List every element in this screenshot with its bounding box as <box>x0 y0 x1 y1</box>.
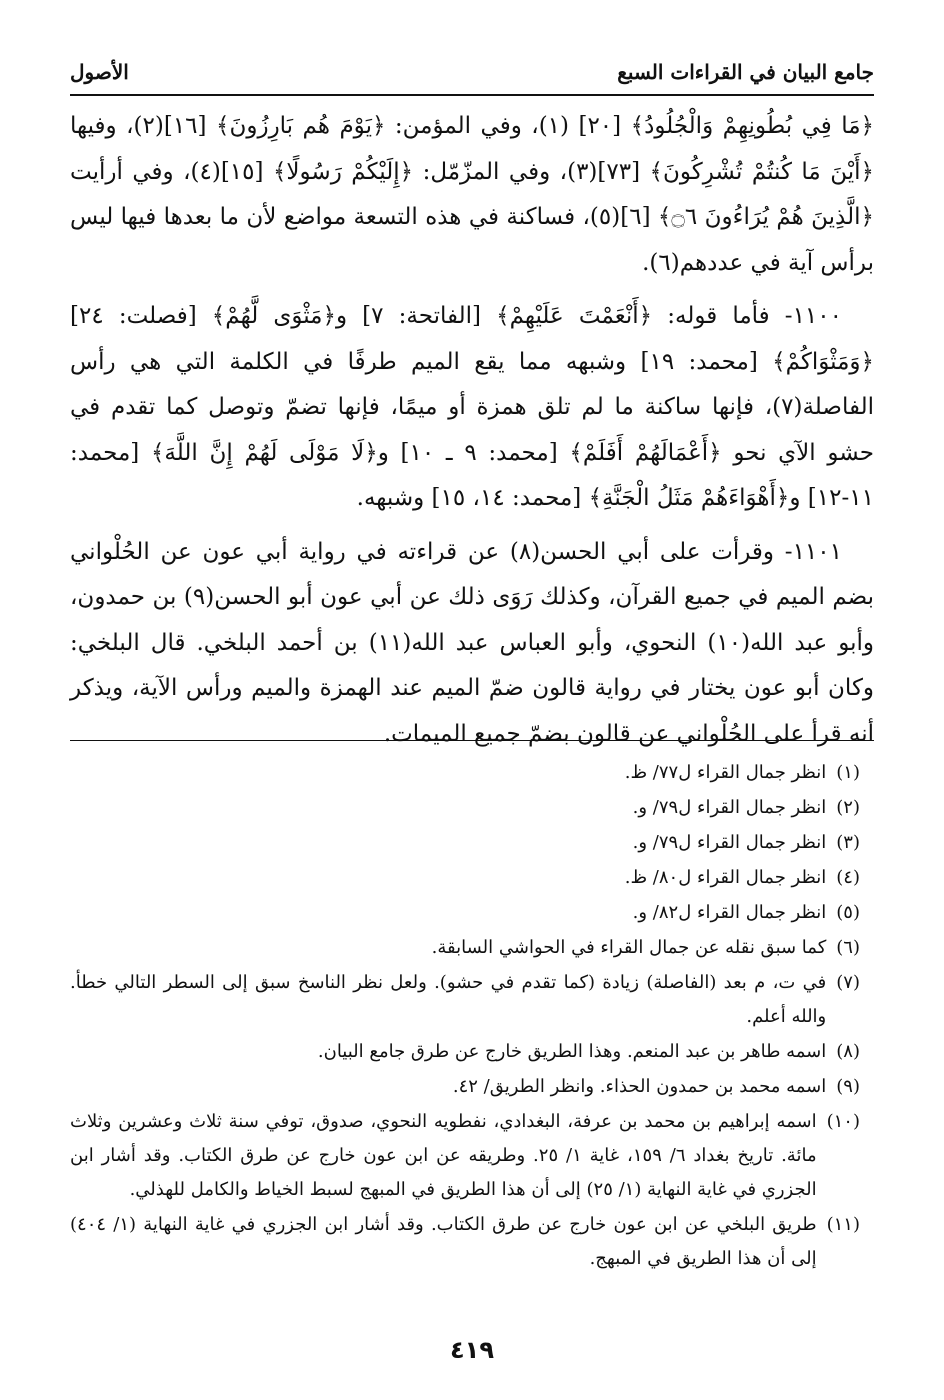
footnotes <box>70 756 874 1277</box>
footnote-number: (٣) <box>836 832 860 853</box>
footnote-number: (٧) <box>836 972 860 993</box>
footnote <box>70 861 874 895</box>
footnote-text: طريق البلخي عن ابن عون خارج عن طرق الكتاب. وقد أشار ابن الجزري في غاية النهاية (١/ ٤٠٤) إلى أن هذا الطريق في المبهج. <box>70 1214 817 1269</box>
footnote-number: (٦) <box>836 937 860 958</box>
footnote-number: (٤) <box>836 867 860 888</box>
footnote-number: (٥) <box>836 902 860 923</box>
paragraph-continuation: ﴿مَا فِي بُطُونِهِمْ وَالْجُلُودُ﴾ [٢٠] (١)، وفي المؤمن: ﴿يَوْمَ هُم بَارِزُونَ﴾ [١٦](٢)، وفيها ﴿أَيْنَ مَا كُنتُمْ تُشْرِكُونَ﴾ [٧٣](٣)، وفي المزّمّل: ﴿إِلَيْكُمْ رَسُولًا﴾ [١٥](٤)، وفي أرأيت ﴿الَّذِينَ هُمْ يُرَاءُونَ ۝٦﴾ [٦](٥)، فساكنة في هذه التسعة مواضع لأن ما بعدها فيها ليس برأس آية في عددهم(٦). <box>70 113 875 276</box>
paragraph-1101: ١١٠١- وقرأت على أبي الحسن(٨) عن قراءته في رواية أبي عون عن الحُلْواني بضم الميم في جميع القرآن، وكذلك رَوَى ذلك عن أبي عون أبو الحسن(٩) بن حمدون، وأبو عبد الله(١٠) النحوي، وأبو العباس عبد الله(١١) بن أحمد البلخي. قال البلخي: وكان أبو عون يختار في رواية قالون ضمّ الميم عند الهمزة والميم ورأس الآية، ويذكر أنه قرأ على الحُلْواني عن قالون بضمّ جميع الميمات. <box>70 538 874 747</box>
footnote-number: (١٠) <box>826 1111 860 1132</box>
page-number: ٤١٩ <box>450 1336 494 1364</box>
footnote-text: انظر جمال القراء ل٧٩/ و. <box>632 797 827 818</box>
footnote <box>70 1035 874 1069</box>
section-title: الأصول <box>70 60 129 84</box>
footnote-number: (٩) <box>836 1076 860 1097</box>
footnote-text: انظر جمال القراء ل٧٧/ ظ. <box>624 762 827 783</box>
footnote-number: (٢) <box>836 797 860 818</box>
footnote-text: اسمه محمد بن حمدون الحذاء. وانظر الطريق/ ٤٢. <box>452 1076 827 1097</box>
footnote <box>70 1105 874 1207</box>
footnote <box>70 791 874 825</box>
footnote-number: (٨) <box>836 1041 860 1062</box>
footnote <box>70 826 874 860</box>
footnote-text: انظر جمال القراء ل٨٢/ و. <box>632 902 827 923</box>
main-text <box>70 104 874 765</box>
footnote-text: اسمه إبراهيم بن محمد بن عرفة، البغدادي، نفطويه النحوي، صدوق، توفي سنة ثلاث وعشرين وثلاث مائة. تاريخ بغداد ٦/ ١٥٩، غاية ١/ ٢٥. وطريقه عن ابن عون خارج عن طرق الكتاب. وقد أشار ابن الجزري في غاية النهاية (١/ ٢٥) إلى أن هذا الطريق في المبهج لسبط الخياط والكامل للهذلي. <box>70 1111 817 1200</box>
footnote <box>70 1208 874 1276</box>
footnote <box>70 896 874 930</box>
footnote-text: انظر جمال القراء ل٧٩/ و. <box>632 832 827 853</box>
footnote <box>70 931 874 965</box>
paragraph-1100: ١١٠٠- فأما قوله: ﴿أَنْعَمْتَ عَلَيْهِمْ﴾ [الفاتحة: ٧] و﴿مَثْوَى لَّهُمْ﴾ [فصلت: ٢٤] ﴿وَمَثْوَاكُمْ﴾ [محمد: ١٩] وشبهه مما يقع الميم طرفًا في الكلمة التي هي رأس الفاصلة(٧)، فإنها ساكنة ما لم تلق همزة أو ميمًا، فإنها تضمّ وتوصل كما تقدم في حشو الآي نحو ﴿أَعْمَالَهُمْ أَفَلَمْ﴾ [محمد: ٩ ـ ١٠] و﴿لَا مَوْلَى لَهُمْ إِنَّ اللَّهَ﴾ [محمد: ١١-١٢] و﴿أَهْوَاءَهُمْ مَثَلُ الْجَنَّةِ﴾ [محمد: ١٤، ١٥] وشبهه. <box>70 303 874 511</box>
book-title: جامع البيان في القراءات السبع <box>617 60 874 84</box>
footnote-text: في ت، م بعد (الفاصلة) زيادة (كما تقدم في حشو). ولعل نظر الناسخ سبق إلى السطر التالي خطأ. والله أعلم. <box>70 972 827 1027</box>
footnote <box>70 756 874 790</box>
running-header <box>70 56 874 96</box>
footnote-text: اسمه طاهر بن عبد المنعم. وهذا الطريق خارج عن طرق جامع البيان. <box>317 1041 827 1062</box>
footnote-separator <box>70 740 874 741</box>
footnote <box>70 966 874 1034</box>
footnote <box>70 1070 874 1104</box>
footnote-text: انظر جمال القراء ل٨٠/ ظ. <box>624 867 827 888</box>
footnote-text: كما سبق نقله عن جمال القراء في الحواشي السابقة. <box>431 937 827 958</box>
footnote-number: (١١) <box>826 1214 860 1235</box>
footnote-number: (١) <box>836 762 860 783</box>
